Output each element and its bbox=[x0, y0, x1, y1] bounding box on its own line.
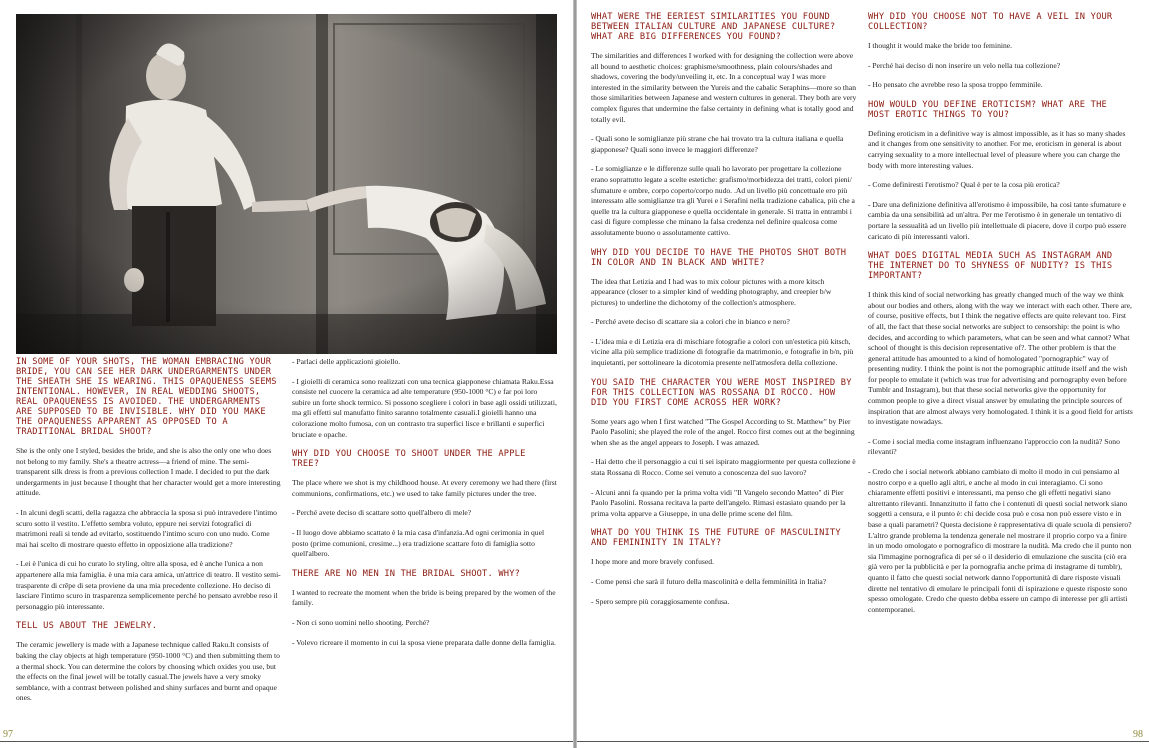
answer-paragraph: - Perché avete deciso di scattare sia a colori che in bianco e nero? bbox=[591, 317, 790, 327]
left-column-1 bbox=[16, 357, 282, 737]
answer-paragraph: - Parlaci delle applicazioni gioiello. bbox=[292, 357, 401, 366]
answer-paragraph: - Le somiglianze e le differenze sulle quali ho lavorato per progettare la collezione erano soprattutto legate a scelte estetiche: grafismo/morbidezza dei tratti, colori pieni/ sfumature e ombre, corpo coperto/corpo nudo. .Ad un livello più concettuale ero più interessato alle somiglianze tra gli Yurei e i Serafini nella tradizione cabalica, più che a quelle tra la cultura giapponese e quella occidentale in generale. Si tratta in entrambi i casi di figure complesse che minano la falsa credenza nel definire qualcosa come assolutamente buono o assolutamente cattivo. bbox=[591, 164, 855, 237]
question-heading: THERE ARE NO MEN IN THE BRIDAL SHOOT. WHY? bbox=[292, 568, 521, 579]
answer-paragraph: - L'idea mia e di Letizia era di mischiare fotografie a colori con un'estetica più kitsch, vicine alla più semplice tradizione di fotografie da matrimonio, e fotografie in b/n, più inquietanti, per sottolineare la dicotomia presente nell'atmosfera della collezione. bbox=[591, 336, 854, 368]
answer-paragraph: - Dare una definizione definitiva all'erotismo è impossibile, ha così tante sfumature e cambia da una sensibilità ad un'altra. Per me l'erotismo è in generale un tentativo di portare la sessualità ad un livello più intellettuale di piacere, dove il corpo può essere caricato di più interessanti valori. bbox=[868, 199, 1127, 241]
answer-paragraph: The ceramic jewellery is made with a Japanese technique called Raku.It consists of baking the clay objects at high temperature (950-1000 °C) and then submitting them to a thermal shock. You can determine the colors by choosing which oxides you use, but the effects on the final jewel will be totally casual.The jewels have a very smoky semblance, with a contrast between polished and shiny surfaces and burnt and opaque ones. bbox=[16, 640, 280, 703]
question-heading: WHAT DOES DIGITAL MEDIA SUCH AS INSTAGRAM AND THE INTERNET DO TO SHYNESS OF NUDITY? IS THIS IMPORTANT? bbox=[868, 251, 1113, 282]
right-column-2 bbox=[868, 12, 1134, 737]
answer-paragraph: I wanted to recreate the moment when the bride is being prepared by the women of the family. bbox=[292, 587, 556, 608]
answer-paragraph: She is the only one I styled, besides the bride, and she is also the only one who does not belong to my family. She's a theatre actress—a friend of mine. The semi-transparent silk dress is from a previous collection I made. I decided to put the dark undergarments in just because I thought that her character would get a more interesting attitude. bbox=[16, 446, 281, 498]
answer-paragraph: The similarities and differences I worked with for designing the collection were above all bound to aesthetic choices: graphisme/smoothness, plain colours/shades and shadows, covering the body/unveiling it, etc. In a conceptual way I was more interested in the similarity between the Yureis and the cabalic Seraphins—more so than those similarities between Japanese and western cultures in general. They both are very complex figures that undermine the false certainty in defining what is totally good and totally evil. bbox=[591, 51, 857, 124]
question-heading: WHY DID YOU DECIDE TO HAVE THE PHOTOS SHOT BOTH IN COLOR AND IN BLACK AND WHITE? bbox=[591, 247, 847, 268]
answer-paragraph: - Volevo ricreare il momento in cui la sposa viene preparata dalle donne della famiglia. bbox=[292, 637, 556, 647]
question-heading: WHAT DO YOU THINK IS THE FUTURE OF MASCULINITY AND FEMININITY IN ITALY? bbox=[591, 528, 841, 549]
answer-paragraph: - Alcuni anni fa quando per la prima volta vidi "Il Vangelo secondo Matteo" di Pier Paolo Pasolini. Rossana recitava la parte dell'angelo. Rimasi estasiato quando per la prima volta apparve a Giuseppe, in una delle prime scene del film. bbox=[591, 487, 846, 518]
answer-paragraph: - Credo che i social network abbiano cambiato di molto il modo in cui pensiamo al nostro corpo e a quello agli altri, e anche al modo in cui interagiamo. Ci sono chiaramente effetti positivi e interessanti, ma penso che gli effetti negativi siano altrettanto rilevanti. Innanzitutto il fatto che i contenuti di questi social network siano soggetti a censura, e il punto è: chi decide cosa può e cosa non può essere visto e in base a quali parametri? Questa decisione è rappresentativa di quale scuola di pensiero? L'altro grande problema la tendenza generale nel mostrare il proprio corpo va a finire in un modo omologato e pornografico di mostrare la nudità. Ma credo che il punto non sia l'immagine pornografica di per sé o il desiderio di emulazione che suscita (ciò era già vero per la pubblicità e per la pornografia anche prima di instagrame di tumblr), quanto il fatto che questi social network danno l'opportunità di dare risposte visuali dirette nel tentativo di emulare le principali fonti di ispirazione e queste risposte sono spesso omologate. Credo che questo debba essere un campo di interesse per gli artisti contemporanei. bbox=[868, 467, 1132, 614]
answer-paragraph: I hope more and more bravely confused. bbox=[591, 557, 714, 567]
page-number: 98 bbox=[1133, 729, 1143, 740]
answer-paragraph: - Il luogo dove abbiamo scattato è la mia casa d'infanzia.Ad ogni cerimonia in quel posto (prime comunioni, cresime...) era tradizione scattare foto di famiglia sotto quell'albero. bbox=[292, 527, 545, 559]
answer-paragraph: I think this kind of social networking has greatly changed much of the way we think about our bodies and others, along with the way we interact with each other. There are, of course, positive effects, but I think the negative effects are quite relevant too. First of all, the fact that these social networks are subject to censorship: the point is who decides, and according to which parameters, what can be seen and what cannot? What school of thought is this decision representative of?. The other problem is that the general attitude has amounted to a kind of homologated "pornographic" way of presenting nudity. I think the point is not the pornographic attitude itself and the wish for people to emulate it (which was true for advertising and pornography even before Tumblr and Instagram), but that these social networks give the opportunity for common people to give a direct visual answer by emulating the principle sources of inspiration that are almost always very homologated. I think it is a good field for artists to investigate nowadays. bbox=[868, 290, 1133, 427]
answer-paragraph: - Come pensi che sarà il futuro della mascolinità e della femminilità in Italia? bbox=[591, 577, 827, 586]
answer-paragraph: - Non ci sono uomini nello shooting. Perché? bbox=[292, 617, 430, 627]
answer-paragraph: - Ho pensato che avrebbe reso la sposa troppo femminile. bbox=[868, 80, 1043, 90]
answer-paragraph: - Come i social media come instagram influenzano l'approccio con la nudità? Sono rilevanti? bbox=[868, 436, 1120, 457]
answer-paragraph: - Lei è l'unica di cui ho curato lo styling, oltre alla sposa, ed è anche l'unica a non appartenere alla mia famiglia. è una mia cara amica, un'attrice di teatro. Il vestito semi-trasparente di crêpe di seta proviene da una mia precedente collezione. Ho deciso di lasciare l'intimo scuro in trasparenza semplicemente perché ho pensato avrebbe reso il personaggio più interessante. bbox=[16, 559, 281, 611]
bottom-rule bbox=[0, 741, 573, 742]
answer-paragraph: Defining eroticism in a definitive way is almost impossible, as it has so many shades and it changes from one sensitivity to another. For me, eroticism in general is about carrying sexuality to a more intellectual level of pleasure where you can charge the body with more interesting values. bbox=[868, 128, 1126, 170]
question-heading: WHY DID YOU CHOOSE TO SHOOT UNDER THE APPLE TREE? bbox=[292, 449, 526, 470]
question-heading: HOW WOULD YOU DEFINE EROTICISM? WHAT ARE THE MOST EROTIC THINGS TO YOU? bbox=[868, 99, 1107, 120]
answer-paragraph: - Perché hai deciso di non inserire un velo nella tua collezione? bbox=[868, 60, 1061, 70]
answer-paragraph: - I gioielli di ceramica sono realizzati con una tecnica giapponese chiamata Raku.Essa consiste nel cuocere la ceramica ad alte temperature (950-1000 °C) e far poi loro subire un forte shock termico. Si possono scegliere i colori in base agli ossidi utilizzati, ma gli effetti sul manufatto finito saranno totalmente casuali.I gioielli hanno una colorazione molto fumosa, con un contrasto tra superfici lisce e brillanti e superfici bruciate e opache. bbox=[292, 376, 557, 439]
answer-paragraph: Some years ago when I first watched "The Gospel According to St. Matthew" by Pier Paolo Pasolini; she played the role of the angel. Rocco first comes out at the beginning when she as the angel appears to Joseph. I was amazed. bbox=[591, 416, 855, 447]
answer-paragraph: - Come definiresti l'erotismo? Qual è per te la cosa più erotica? bbox=[868, 180, 1060, 190]
bottom-rule bbox=[577, 741, 1149, 742]
question-heading: WHY DID YOU CHOOSE NOT TO HAVE A VEIL IN YOUR COLLECTION? bbox=[868, 12, 1113, 32]
answer-paragraph: The idea that Letizia and I had was to mix colour pictures with a more kitsch appearance (closer to a simpler kind of wedding photography, and creepier b/w pictures) to underline the dichotomy of the collection's atmosphere. bbox=[591, 276, 832, 307]
left-column-2 bbox=[292, 357, 557, 737]
right-page bbox=[577, 0, 1149, 748]
answer-paragraph: - Quali sono le somiglianze più strane che hai trovato tra la cultura italiana e quella giapponese? Quali sono invece le maggiori differenze? bbox=[591, 134, 844, 154]
answer-paragraph: - Perché avete deciso di scattare sotto quell'albero di mele? bbox=[292, 508, 472, 518]
question-heading: TELL US ABOUT THE JEWELRY. bbox=[16, 621, 158, 632]
page-number: 97 bbox=[3, 729, 13, 740]
answer-paragraph: I thought it would make the bride too feminine. bbox=[868, 41, 1013, 50]
answer-paragraph: - Hai detto che il personaggio a cui ti sei ispirato maggiormente per questa collezione è stata Rossana di Rocco. Come sei venuto a conoscenza del suo lavoro? bbox=[591, 457, 856, 478]
question-heading: WHAT WERE THE EERIEST SIMILARITIES YOU FOUND BETWEEN ITALIAN CULTURE AND JAPANESE CULTURE? WHAT ARE BIG DIFFERENCES YOU FOUND? bbox=[591, 12, 836, 42]
left-page bbox=[0, 0, 573, 748]
answer-paragraph: The place where we shot is my childhood house. At every ceremony we had there (first communions, confirmations, etc.) we used to take family pictures under the tree. bbox=[292, 478, 557, 498]
right-column-1 bbox=[591, 12, 857, 737]
bw-bridal-photo bbox=[16, 14, 557, 354]
answer-paragraph: - Spero sempre più coraggiosamente confusa. bbox=[591, 596, 730, 606]
question-heading: IN SOME OF YOUR SHOTS, THE WOMAN EMBRACING YOUR BRIDE, YOU CAN SEE HER DARK UNDERGARMENTS UNDER THE SHEATH SHE IS WEARING. THIS OPAQUENESS SEEMS INTENTIONAL. HOWEVER, IN REAL WEDDING SHOOTS, REAL OPAQUENESS IS AVOIDED. THE UNDERGARMENTS ARE SUPPOSED TO BE INVISIBLE. WHY DID YOU MAKE THE OPAQUENESS APPARENT AS OPPOSED TO A TRADITIONAL BRIDAL SHOOT? bbox=[16, 357, 277, 437]
answer-paragraph: - In alcuni degli scatti, della ragazza che abbraccia la sposa si può intravedere l'intimo scuro sotto il vestito. L'effetto sembra voluto, eppure nei servizi fotografici di matrimoni reali si tende ad evitarlo, sostituendo l'intimo scuro con uno nudo. Come mai hai scelto di mostrare questo effetto in opposizione alla tradizione? bbox=[16, 507, 277, 549]
question-heading: YOU SAID THE CHARACTER YOU WERE MOST INSPIRED BY FOR THIS COLLECTION WAS ROSSANA DI ROCCO. HOW DID YOU FIRST COME ACROSS HER WORK? bbox=[591, 377, 852, 408]
